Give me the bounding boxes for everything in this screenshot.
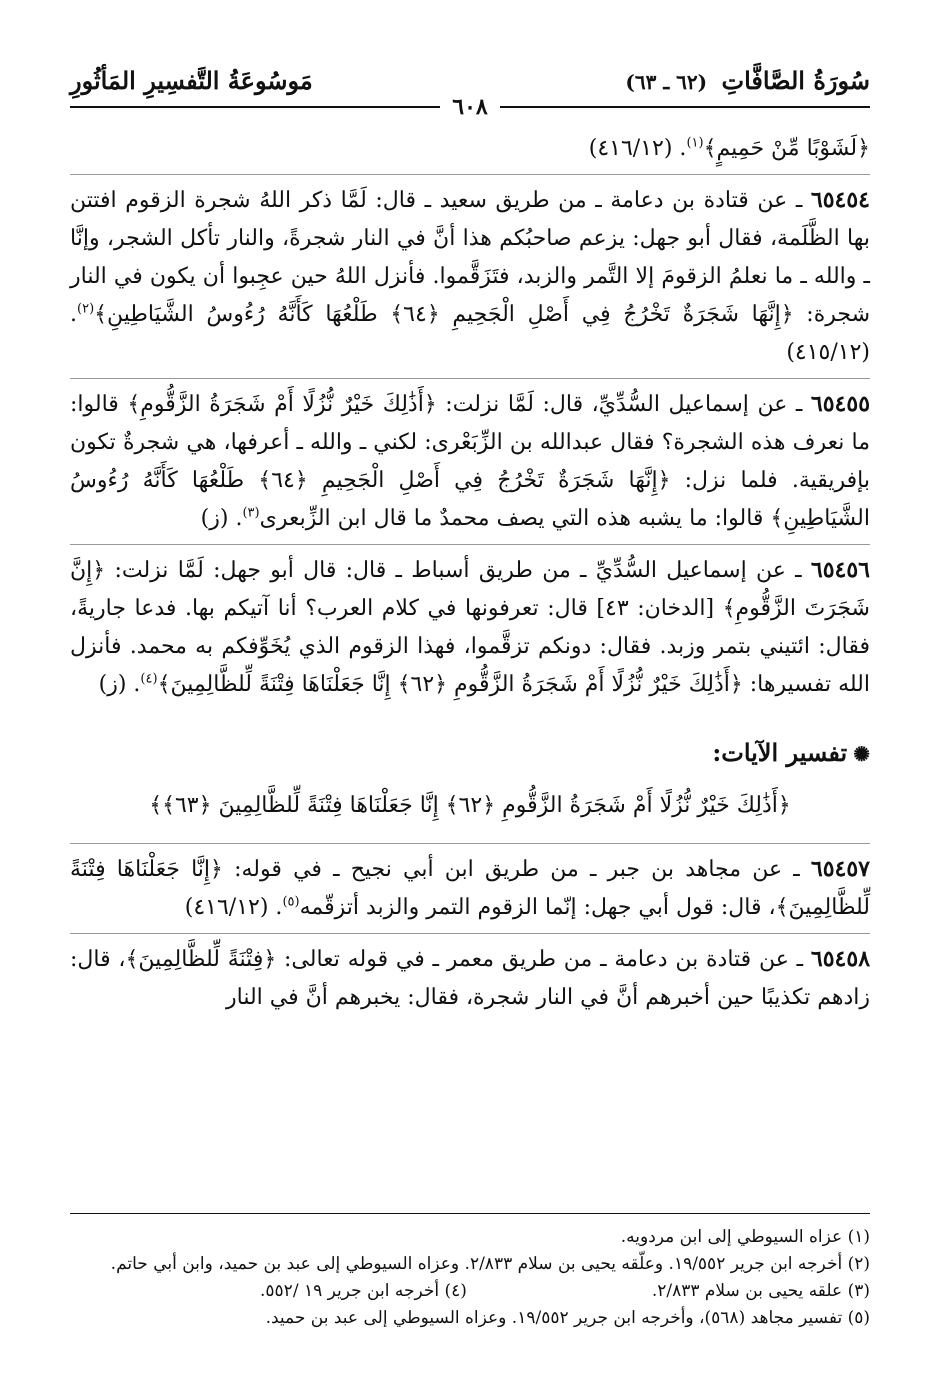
section-heading (70, 734, 870, 773)
paragraph-text: ـ عن قتادة بن دعامة ـ من طريق معمر ـ في قوله تعالى: ﴿فِتْنَةً لِّلظَّالِمِينَ﴾، قال: زادهم تكذيبًا حين أخبرهم أنَّ في النار شجرة، فقال: يخبرهم أنَّ في النار (70, 947, 870, 1010)
footnote-5: (٥) تفسير مجاهد (٥٦٨)، وأخرجه ابن جرير ١٩/٥٥٢. وعزاه السيوطي إلى عبد بن حميد. (265, 1308, 870, 1328)
paragraph (70, 385, 870, 538)
verse-range: (٦٢ ـ ٦٣) (625, 70, 708, 94)
paragraph-text: ـ عن قتادة بن دعامة ـ من طريق سعيد ـ قال: لَمَّا ذكر اللهُ شجرة الزقوم افتتن بها الظَّلَمة، فقال أبو جهل: يزعم صاحبُكم هذا أنَّ في النار شجرةً، والنار تأكل الشجر، وإنَّا ـ والله ـ ما نعلمُ الزقومَ إلا التَّمر والزبد، فتَزَقَّموا. فأنزل اللهُ حين عجِبوا أن يكون في النار شجرة: ﴿إِنَّهَا شَجَرَةٌ تَخْرُجُ فِي أَصْلِ الْجَحِيمِ ﴿٦٤﴾ طَلْعُهَا كَأَنَّهُ رُءُوسُ الشَّيَاطِينِ﴾ (70, 188, 870, 327)
footnote-4: (٤) أخرجه ابن جرير ١٩ /٥٥٢. (260, 1281, 467, 1301)
divider (70, 843, 870, 844)
reference: . (٤١٦/١٢) (588, 136, 687, 161)
footnote-marker: (٥) (282, 894, 300, 910)
footnote-2: (٢) أخرجه ابن جرير ١٩/٥٥٢. وعلّقه يحيى بن سلام ٢/٨٣٣. وعزاه السيوطي إلى عبد بن حميد، وابن أبي حاتم. (110, 1254, 870, 1274)
quran-verse: ﴿أَذَٰلِكَ خَيْرٌ نُّزُلًا أَمْ شَجَرَةُ الزَّقُّومِ ﴿٦٢﴾ إِنَّا جَعَلْنَاهَا فِتْنَةً لِّلظَّالِمِينَ ﴿٦٣﴾﴾ (149, 793, 791, 818)
narration-number: ٦٥٤٥٤ (810, 187, 870, 213)
narration-number: ٦٥٤٥٧ (810, 856, 870, 882)
paragraph-text: ﴿لَشَوْبًا مِّنْ حَمِيمٍ﴾ (703, 136, 870, 161)
page-number (70, 94, 870, 120)
divider (70, 378, 870, 379)
paragraph (70, 130, 870, 168)
footnotes (70, 1213, 870, 1332)
narration-number: ٦٥٤٥٥ (810, 391, 871, 417)
divider (70, 174, 870, 175)
reference: . (ز) (98, 672, 141, 697)
book-page (70, 60, 870, 1360)
paragraph (70, 940, 870, 1017)
paragraph-text: ـ عن إسماعيل السُّدِّيِّ، قال: لَمَّا نزلت: ﴿أَذَٰلِكَ خَيْرٌ نُّزُلًا أَمْ شَجَرَةُ الزَّقُّومِ﴾ قالوا: ما نعرف هذه الشجرة؟ فقال عبدالله بن الزِّبَعْرى: لكني ـ والله ـ أعرفها، هي شجرةٌ تكون بإفريقية. فلما نزل: ﴿إِنَّهَا شَجَرَةٌ تَخْرُجُ فِي أَصْلِ الْجَحِيمِ ﴿٦٤﴾ طَلْعُهَا كَأَنَّهُ رُءُوسُ الشَّيَاطِينِ﴾ قالوا: ما يشبه هذه التي يصف محمدٌ ما قال ابن الزِّبعرى (70, 392, 870, 531)
star-icon: ✺ (853, 742, 870, 766)
footnote-marker: (٢) (77, 301, 95, 317)
footnote-3: (٣) علقه يحيى بن سلام ٢/٨٣٣. (651, 1281, 870, 1301)
page-body (70, 130, 870, 1017)
book-title: مَوسُوعَةُ التَّفسِيرِ المَأثُورِ (70, 66, 313, 95)
divider (70, 933, 870, 934)
footnote-1: (١) عزاه السيوطي إلى ابن مردويه. (620, 1227, 870, 1247)
paragraph-text: ـ عن مجاهد بن جبر ـ من طريق ابن أبي نجيح ـ في قوله: ﴿إِنَّا جَعَلْنَاهَا فِتْنَةً لِّلظَّالِمِينَ﴾، قال: قول أبي جهل: إنّما الزقوم التمر والزبد أتزقّمه (70, 857, 870, 920)
paragraph-text: ـ عن إسماعيل السُّدِّيِّ ـ من طريق أسباط ـ قال: قال أبو جهل: لَمَّا نزلت: ﴿إِنَّ شَجَرَتَ الزَّقُّومِ﴾ [الدخان: ٤٣] قال: تعرفونها في كلام العرب؟ أنا آتيكم بها. فدعا جاريةً، فقال: ائتيني بتمر وزبد. فقال: دونكم تزقَّموا، فهذا الزقوم الذي يُخَوِّفكم به محمد. فأنزل الله تفسيرها: ﴿أَذَٰلِكَ خَيْرٌ نُّزُلًا أَمْ شَجَرَةُ الزَّقُّومِ ﴿٦٢﴾ إِنَّا جَعَلْنَاهَا فِتْنَةً لِّلظَّالِمِينَ﴾ (70, 558, 870, 697)
section-title-text: تفسير الآيات: (712, 738, 848, 767)
reference: . (ز) (200, 506, 243, 531)
page-number-text: ٦٠٨ (440, 94, 499, 120)
footnote-row (70, 1278, 870, 1305)
divider (70, 544, 870, 545)
paragraph (70, 181, 870, 372)
surah-name: سُورَةُ الصَّافَّاتِ (721, 66, 870, 95)
reference: . (٤١٥/١٢) (70, 302, 870, 365)
footnote-marker: (١) (686, 135, 704, 151)
paragraph (70, 850, 870, 927)
reference: . (٤١٦/١٢) (184, 895, 283, 920)
footnote-marker: (٤) (140, 671, 158, 687)
footnote-marker: (٣) (242, 505, 260, 521)
paragraph (70, 551, 870, 704)
narration-number: ٦٥٤٥٦ (810, 557, 870, 583)
surah-header (625, 66, 870, 95)
narration-number: ٦٥٤٥٨ (810, 946, 871, 972)
